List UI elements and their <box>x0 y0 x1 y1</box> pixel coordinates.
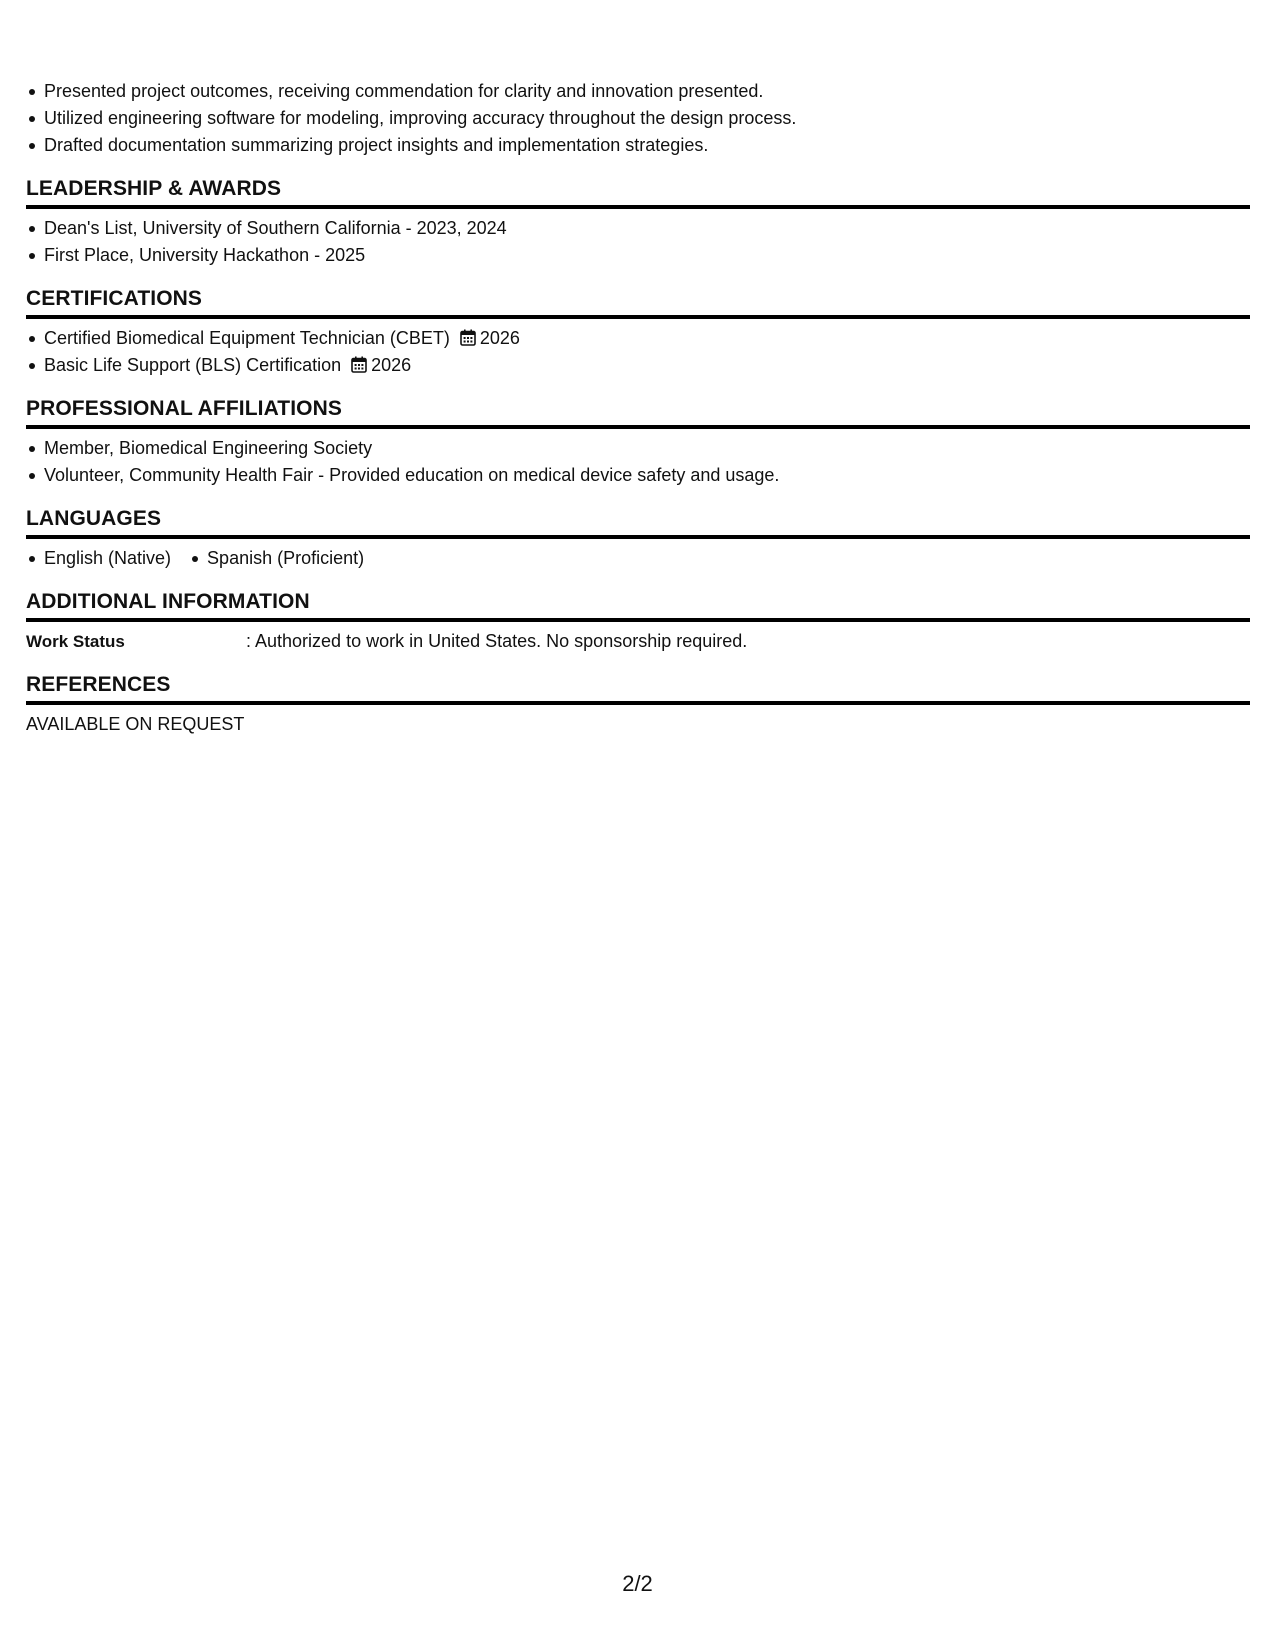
languages-list <box>26 545 1250 572</box>
work-status-row <box>26 628 1250 655</box>
certifications-list <box>26 325 1250 379</box>
certification-item <box>44 352 1250 379</box>
languages-section <box>26 506 1250 572</box>
list-item: First Place, University Hackathon - 2025 <box>44 242 1250 269</box>
section-title: CERTIFICATIONS <box>26 286 1250 319</box>
list-item: Presented project outcomes, receiving commendation for clarity and innovation presented. <box>44 78 1250 105</box>
additional-info-section <box>26 589 1250 655</box>
certifications-section <box>26 286 1250 379</box>
references-text: AVAILABLE ON REQUEST <box>26 714 245 734</box>
list-item: Drafted documentation summarizing project insights and implementation strategies. <box>44 132 1250 159</box>
work-status-label: Work Status <box>26 632 125 651</box>
section-title: LANGUAGES <box>26 506 1250 539</box>
references-section <box>26 672 1250 738</box>
section-title: LEADERSHIP & AWARDS <box>26 176 1250 209</box>
certification-year: 2026 <box>479 328 520 348</box>
work-status-value: : Authorized to work in United States. No sponsorship required. <box>246 631 748 651</box>
language-item: English (Native) <box>44 545 171 572</box>
section-title: REFERENCES <box>26 672 1250 705</box>
section-title: ADDITIONAL INFORMATION <box>26 589 1250 622</box>
certification-name: Basic Life Support (BLS) Certification <box>44 355 342 375</box>
resume-page <box>26 78 1250 738</box>
list-item: Dean's List, University of Southern California - 2023, 2024 <box>44 215 1250 242</box>
language-item: Spanish (Proficient) <box>207 545 364 572</box>
certification-year: 2026 <box>371 355 412 375</box>
affiliations-list <box>26 435 1250 489</box>
affiliations-section <box>26 396 1250 489</box>
calendar-icon <box>460 327 476 354</box>
leadership-section <box>26 176 1250 269</box>
list-item: Member, Biomedical Engineering Society <box>44 435 1250 462</box>
certification-name: Certified Biomedical Equipment Technician (CBET) <box>44 328 450 348</box>
leadership-list <box>26 215 1250 269</box>
section-title: PROFESSIONAL AFFILIATIONS <box>26 396 1250 429</box>
calendar-icon <box>351 354 367 381</box>
certification-item <box>44 325 1250 352</box>
list-item: Volunteer, Community Health Fair - Provided education on medical device safety and usage. <box>44 462 1250 489</box>
experience-continued-list <box>26 78 1250 159</box>
list-item: Utilized engineering software for modeling, improving accuracy throughout the design process. <box>44 105 1250 132</box>
page-number: 2/2 <box>622 1571 653 1596</box>
